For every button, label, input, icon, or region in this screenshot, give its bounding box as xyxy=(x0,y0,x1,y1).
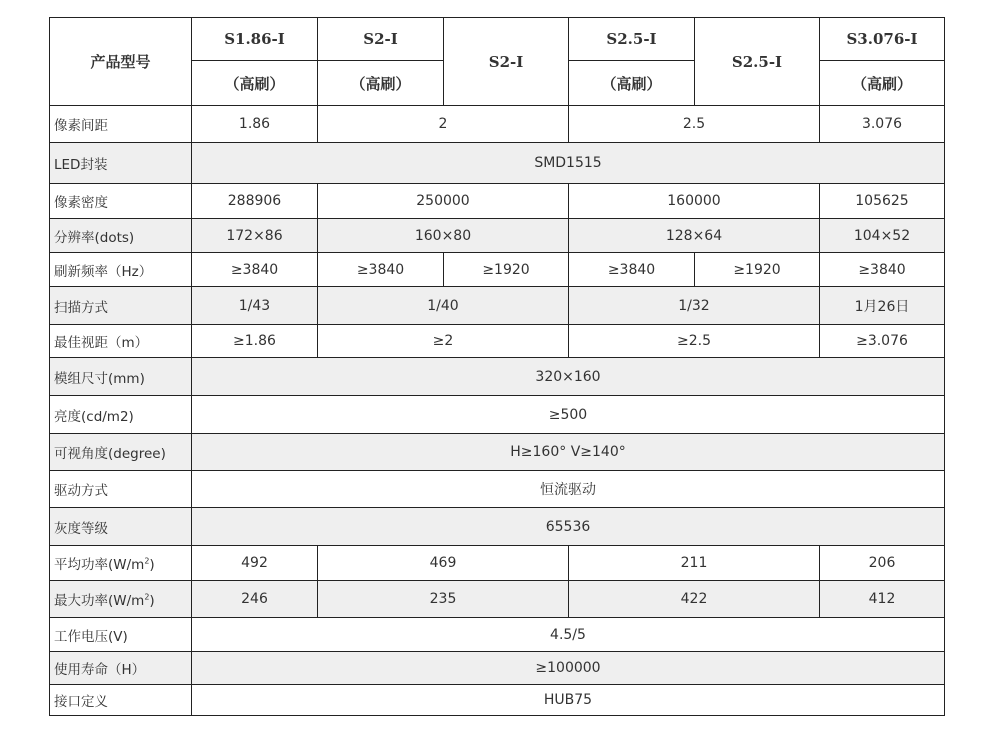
row-label: 刷新频率（Hz） xyxy=(50,253,192,287)
header-subtitle: （高刷） xyxy=(820,61,945,106)
cell-value: ≥1.86 xyxy=(192,325,318,358)
row-max-power xyxy=(50,581,945,618)
cell-value: 4.5/5 xyxy=(192,618,945,652)
row-viewing-distance xyxy=(50,325,945,358)
cell-value: 250000 xyxy=(318,184,569,219)
row-label: 使用寿命（H） xyxy=(50,652,192,685)
row-viewing-angle xyxy=(50,434,945,471)
row-label: 可视角度(degree) xyxy=(50,434,192,471)
header-model-s3076: S3.076-I xyxy=(820,18,945,61)
cell-value: 160000 xyxy=(569,184,820,219)
header-model-s2-b: S2-I xyxy=(444,18,569,106)
row-label: 分辨率(dots) xyxy=(50,219,192,253)
row-label: 灰度等级 xyxy=(50,508,192,546)
cell-value: 2.5 xyxy=(569,106,820,143)
header-model-s25: S2.5-I xyxy=(569,18,695,61)
row-scan-mode xyxy=(50,287,945,325)
row-label: 扫描方式 xyxy=(50,287,192,325)
cell-value: H≥160° V≥140° xyxy=(192,434,945,471)
cell-value: ≥3.076 xyxy=(820,325,945,358)
cell-value: 1.86 xyxy=(192,106,318,143)
cell-value: 2 xyxy=(318,106,569,143)
cell-value: ≥3840 xyxy=(318,253,444,287)
cell-value: ≥3840 xyxy=(192,253,318,287)
cell-value: 412 xyxy=(820,581,945,618)
row-pixel-density xyxy=(50,184,945,219)
header-model-s186: S1.86-I xyxy=(192,18,318,61)
header-model-label: 产品型号 xyxy=(50,18,192,106)
row-interface xyxy=(50,685,945,716)
header-subtitle: （高刷） xyxy=(318,61,444,106)
header-model-s2: S2-I xyxy=(318,18,444,61)
cell-value: ≥2 xyxy=(318,325,569,358)
header-row-1 xyxy=(50,18,945,61)
row-refresh-rate xyxy=(50,253,945,287)
cell-value: ≥3840 xyxy=(820,253,945,287)
header-model-s25-b: S2.5-I xyxy=(695,18,820,106)
cell-value: 1/40 xyxy=(318,287,569,325)
row-label: 亮度(cd/m2) xyxy=(50,396,192,434)
cell-value: ≥500 xyxy=(192,396,945,434)
cell-value: ≥2.5 xyxy=(569,325,820,358)
cell-value: 235 xyxy=(318,581,569,618)
row-brightness xyxy=(50,396,945,434)
cell-value: ≥1920 xyxy=(444,253,569,287)
row-label-sup: 2 xyxy=(144,592,150,602)
cell-value: HUB75 xyxy=(192,685,945,716)
header-subtitle: （高刷） xyxy=(569,61,695,106)
row-label: 像素间距 xyxy=(50,106,192,143)
header-subtitle: （高刷） xyxy=(192,61,318,106)
cell-value: ≥1920 xyxy=(695,253,820,287)
row-label-tail: ) xyxy=(149,593,155,609)
cell-value: 320×160 xyxy=(192,358,945,396)
cell-value: 65536 xyxy=(192,508,945,546)
spec-table xyxy=(49,17,945,716)
cell-value: 422 xyxy=(569,581,820,618)
cell-value: 104×52 xyxy=(820,219,945,253)
cell-value: 1月26日 xyxy=(820,287,945,325)
cell-value: 288906 xyxy=(192,184,318,219)
cell-value: SMD1515 xyxy=(192,143,945,184)
cell-value: ≥100000 xyxy=(192,652,945,685)
cell-value: 1/32 xyxy=(569,287,820,325)
row-label: LED封装 xyxy=(50,143,192,184)
row-lifespan xyxy=(50,652,945,685)
row-working-voltage xyxy=(50,618,945,652)
cell-value: 160×80 xyxy=(318,219,569,253)
row-pixel-pitch xyxy=(50,106,945,143)
cell-value: 246 xyxy=(192,581,318,618)
row-led-package xyxy=(50,143,945,184)
row-label: 最佳视距（m） xyxy=(50,325,192,358)
row-label: 接口定义 xyxy=(50,685,192,716)
cell-value: 469 xyxy=(318,546,569,581)
row-label xyxy=(50,581,192,618)
cell-value: 206 xyxy=(820,546,945,581)
row-label: 模组尺寸(mm) xyxy=(50,358,192,396)
row-average-power xyxy=(50,546,945,581)
row-label: 工作电压(V) xyxy=(50,618,192,652)
cell-value: 3.076 xyxy=(820,106,945,143)
row-gray-scale xyxy=(50,508,945,546)
cell-value: 492 xyxy=(192,546,318,581)
row-label xyxy=(50,546,192,581)
row-label: 驱动方式 xyxy=(50,471,192,508)
cell-value: 211 xyxy=(569,546,820,581)
row-label: 像素密度 xyxy=(50,184,192,219)
cell-value: 128×64 xyxy=(569,219,820,253)
row-label-tail: ) xyxy=(149,557,155,573)
row-label-text: 平均功率(W/m xyxy=(54,557,145,573)
row-drive-mode xyxy=(50,471,945,508)
cell-value: 172×86 xyxy=(192,219,318,253)
row-resolution xyxy=(50,219,945,253)
cell-value: ≥3840 xyxy=(569,253,695,287)
cell-value: 1/43 xyxy=(192,287,318,325)
row-label-sup: 2 xyxy=(144,556,150,566)
cell-value: 恒流驱动 xyxy=(192,471,945,508)
row-module-size xyxy=(50,358,945,396)
row-label-text: 最大功率(W/m xyxy=(54,593,145,609)
cell-value: 105625 xyxy=(820,184,945,219)
